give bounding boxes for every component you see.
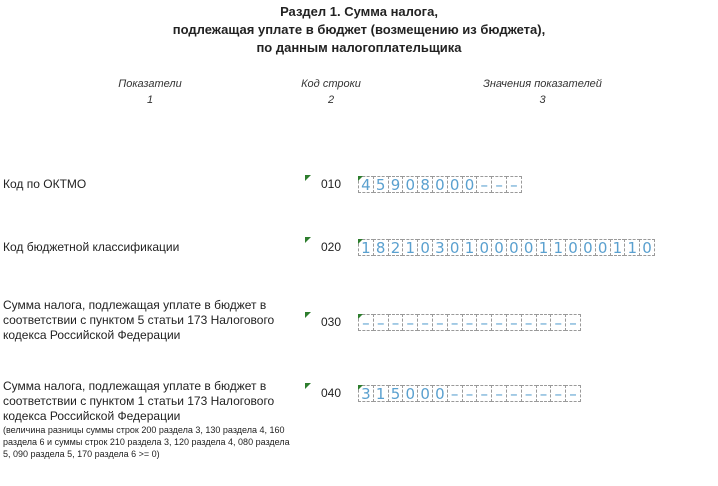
value-cell[interactable]: 0 [402,176,418,193]
value-cell[interactable]: – [447,385,463,402]
value-cell[interactable]: 8 [373,239,389,256]
value-cell[interactable]: – [565,385,581,402]
line-code-010: 010 [321,177,342,191]
value-cell[interactable]: – [432,314,448,331]
column-number: 1 [146,94,154,106]
row-label-oktmo [3,177,86,192]
row-marker [305,383,311,389]
column-number: 3 [539,94,546,106]
row-marker [305,237,311,243]
label-line: Код по ОКТМО [3,177,87,191]
value-cell[interactable]: – [491,176,507,193]
label-line: соответствии с пунктом 5 статьи 173 Налогового [3,313,275,327]
value-cell[interactable]: 1 [610,239,626,256]
value-cell[interactable]: 0 [506,239,522,256]
value-cell[interactable]: 0 [432,385,448,402]
row-marker [305,312,311,318]
label-line: Сумма налога, подлежащая уплате в бюджет в [3,298,267,312]
value-cell[interactable]: 4 [358,176,374,193]
row-marker [305,175,311,181]
value-cell[interactable]: 1 [373,385,389,402]
value-cell[interactable]: – [417,314,433,331]
value-cell[interactable]: 1 [462,239,478,256]
value-cell[interactable]: 1 [358,239,374,256]
section-title [0,3,718,57]
label-line: Сумма налога, подлежащая уплате в бюджет в [3,379,267,393]
label-line: кодекса Российской Федерации [3,328,181,342]
column-title: Показатели [118,78,182,90]
value-cell[interactable]: 0 [565,239,581,256]
value-cell[interactable]: 0 [432,176,448,193]
value-cell[interactable]: – [388,314,404,331]
column-header-line-code [286,78,376,106]
title-line-1: Раздел 1. Сумма налога, [280,4,438,19]
column-header-values [470,78,615,106]
value-cell[interactable]: 0 [402,385,418,402]
value-cell[interactable]: – [358,314,374,331]
value-cell[interactable]: 0 [491,239,507,256]
value-cell[interactable]: 1 [536,239,552,256]
value-cell[interactable]: – [462,385,478,402]
value-cell[interactable]: 1 [402,239,418,256]
column-number: 2 [327,94,335,106]
value-cell[interactable]: – [521,314,537,331]
column-header-indicators [95,78,205,106]
column-title: Код строки [301,78,361,90]
value-cell[interactable]: 3 [432,239,448,256]
oktmo-input-cells[interactable] [358,176,521,194]
value-cell[interactable]: – [462,314,478,331]
row-label-kbk [3,240,179,255]
value-cell[interactable]: – [506,176,522,193]
note-line: раздела 6 и суммы строк 210 раздела 3, 120 раздела 4, 080 раздела [3,437,290,447]
value-cell[interactable]: 0 [595,239,611,256]
column-title: Значения показателей [483,78,602,90]
value-cell[interactable]: – [491,385,507,402]
value-cell[interactable]: 8 [417,176,433,193]
line-code-030: 030 [321,315,342,329]
line-code-020: 020 [321,240,342,254]
value-cell[interactable]: – [550,314,566,331]
kbk-input-cells[interactable] [358,239,654,257]
value-cell[interactable]: – [536,314,552,331]
value-cell[interactable]: 0 [462,176,478,193]
title-line-3: по данным налогоплательщика [256,40,462,55]
value-cell[interactable]: 1 [624,239,640,256]
tax-p5-input-cells[interactable] [358,314,580,332]
value-cell[interactable]: 0 [580,239,596,256]
value-cell[interactable]: – [373,314,389,331]
value-cell[interactable]: 9 [388,176,404,193]
value-cell[interactable]: 0 [639,239,655,256]
value-cell[interactable]: – [491,314,507,331]
label-line: кодекса Российской Федерации [3,409,181,423]
value-cell[interactable]: 1 [550,239,566,256]
tax-p1-input-cells[interactable] [358,385,580,403]
value-cell[interactable]: 0 [417,385,433,402]
value-cell[interactable]: 0 [521,239,537,256]
value-cell[interactable]: – [521,385,537,402]
value-cell[interactable]: – [476,176,492,193]
value-cell[interactable]: – [402,314,418,331]
line-code-040: 040 [321,386,342,400]
value-cell[interactable]: 5 [388,385,404,402]
value-cell[interactable]: 5 [373,176,389,193]
value-cell[interactable]: – [506,314,522,331]
row-label-tax-p5 [3,298,274,343]
value-cell[interactable]: – [447,314,463,331]
value-cell[interactable]: 0 [476,239,492,256]
value-cell[interactable]: – [476,385,492,402]
value-cell[interactable]: – [506,385,522,402]
label-line: соответствии с пунктом 1 статьи 173 Налогового [3,394,275,408]
label-line: Код бюджетной классификации [3,240,180,254]
value-cell[interactable]: 0 [417,239,433,256]
value-cell[interactable]: 3 [358,385,374,402]
value-cell[interactable]: 0 [447,176,463,193]
note-line: 5, 090 раздела 5, 170 раздела 6 >= 0) [3,449,160,459]
value-cell[interactable]: – [565,314,581,331]
title-line-2: подлежащая уплате в бюджет (возмещению из бюджета), [172,22,546,37]
value-cell[interactable]: – [476,314,492,331]
row-label-tax-p1 [3,379,274,424]
value-cell[interactable]: – [536,385,552,402]
value-cell[interactable]: 0 [447,239,463,256]
value-cell[interactable]: 2 [388,239,404,256]
note-line: (величина разницы суммы строк 200 раздела 3, 130 раздела 4, 160 [3,425,285,435]
calculation-note [3,424,303,460]
value-cell[interactable]: – [550,385,566,402]
